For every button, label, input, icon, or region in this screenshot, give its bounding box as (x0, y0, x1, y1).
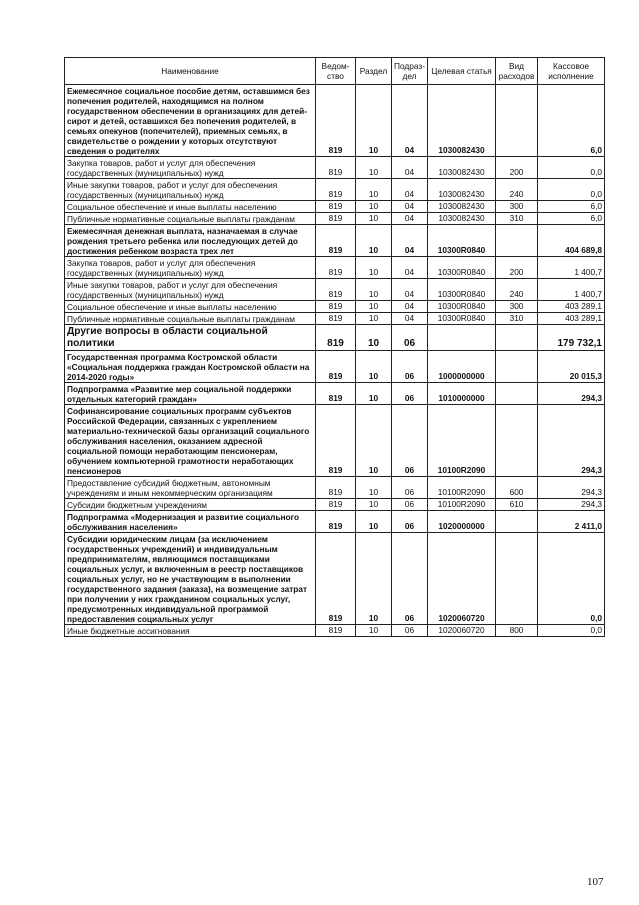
table-row (65, 325, 605, 351)
cell-amount: 179 732,1 (538, 325, 605, 351)
cell-name: Подпрограмма «Развитие мер социальной поддержки отдельных категорий граждан» (65, 383, 316, 405)
cell-dept: 819 (316, 351, 356, 383)
table-row (65, 257, 605, 279)
cell-name: Социальное обеспечение и иные выплаты населению (65, 201, 316, 213)
cell-dept: 819 (316, 325, 356, 351)
cell-subsection: 06 (392, 325, 428, 351)
cell-subsection: 04 (392, 157, 428, 179)
table-row (65, 85, 605, 157)
cell-subsection: 06 (392, 351, 428, 383)
cell-dept: 819 (316, 225, 356, 257)
table-row (65, 201, 605, 213)
cell-target: 10100R2090 (428, 477, 496, 499)
cell-target: 10300R0840 (428, 225, 496, 257)
cell-amount: 0,0 (538, 625, 605, 637)
cell-dept: 819 (316, 257, 356, 279)
cell-target: 10300R0840 (428, 279, 496, 301)
cell-target: 10300R0840 (428, 313, 496, 325)
cell-target: 1030082430 (428, 179, 496, 201)
cell-type: 610 (496, 499, 538, 511)
cell-type (496, 85, 538, 157)
cell-dept: 819 (316, 625, 356, 637)
cell-name: Государственная программа Костромской области «Социальная поддержка граждан Костромской области на 2014-2020 годы» (65, 351, 316, 383)
table-row (65, 351, 605, 383)
cell-type: 300 (496, 301, 538, 313)
table-row (65, 499, 605, 511)
cell-type: 200 (496, 157, 538, 179)
cell-section: 10 (356, 325, 392, 351)
table-row (65, 511, 605, 533)
cell-subsection: 04 (392, 313, 428, 325)
cell-dept: 819 (316, 279, 356, 301)
cell-name: Публичные нормативные социальные выплаты гражданам (65, 313, 316, 325)
cell-subsection: 06 (392, 625, 428, 637)
cell-subsection: 06 (392, 383, 428, 405)
cell-amount: 294,3 (538, 499, 605, 511)
table-row (65, 405, 605, 477)
page-number: 107 (587, 876, 604, 888)
cell-dept: 819 (316, 477, 356, 499)
cell-amount: 294,3 (538, 383, 605, 405)
cell-name: Закупка товаров, работ и услуг для обеспечения государственных (муниципальных) нужд (65, 257, 316, 279)
cell-name: Социальное обеспечение и иные выплаты населению (65, 301, 316, 313)
cell-subsection: 04 (392, 201, 428, 213)
table-row (65, 477, 605, 499)
cell-subsection: 06 (392, 533, 428, 625)
cell-section: 10 (356, 213, 392, 225)
cell-section: 10 (356, 313, 392, 325)
cell-target: 1020000000 (428, 511, 496, 533)
header-type: Вид расходов (496, 58, 538, 85)
cell-dept: 819 (316, 157, 356, 179)
cell-amount: 404 689,8 (538, 225, 605, 257)
cell-dept: 819 (316, 85, 356, 157)
cell-section: 10 (356, 85, 392, 157)
cell-subsection: 04 (392, 213, 428, 225)
cell-amount: 1 400,7 (538, 279, 605, 301)
cell-name: Ежемесячное социальное пособие детям, оставшимся без попечения родителей, находящимся на полном государственном обеспечении в организациях для детей-сирот и детей, оставшихся без попечения родителей, в семьях опекунов (попечителей), приемных семьях, в свидетельстве о рождении у которых отсутствуют сведения о родителях (65, 85, 316, 157)
cell-target: 1030082430 (428, 157, 496, 179)
cell-target: 10100R2090 (428, 405, 496, 477)
cell-section: 10 (356, 383, 392, 405)
cell-type (496, 383, 538, 405)
table-row (65, 213, 605, 225)
cell-section: 10 (356, 625, 392, 637)
budget-execution-table (64, 57, 605, 637)
cell-type (496, 533, 538, 625)
table-row (65, 225, 605, 257)
cell-type (496, 225, 538, 257)
cell-type (496, 351, 538, 383)
table-row (65, 179, 605, 201)
cell-section: 10 (356, 225, 392, 257)
cell-amount: 403 289,1 (538, 313, 605, 325)
cell-type: 300 (496, 201, 538, 213)
cell-dept: 819 (316, 383, 356, 405)
cell-name: Подпрограмма «Модернизация и развитие социального обслуживания населения» (65, 511, 316, 533)
cell-target: 10300R0840 (428, 257, 496, 279)
table-row (65, 533, 605, 625)
cell-amount: 0,0 (538, 533, 605, 625)
cell-section: 10 (356, 499, 392, 511)
table-row (65, 301, 605, 313)
header-section: Раздел (356, 58, 392, 85)
cell-amount: 0,0 (538, 157, 605, 179)
cell-amount: 1 400,7 (538, 257, 605, 279)
cell-subsection: 04 (392, 179, 428, 201)
cell-subsection: 06 (392, 511, 428, 533)
header-dept: Ведом-ство (316, 58, 356, 85)
cell-name: Субсидии юридическим лицам (за исключением государственных учреждений) и индивидуальным предпринимателям, являющимся поставщиками социальных услуг, и включенным в реестр поставщиков социальных услуг, но не участвующим в выполнении государственного задания (заказа), на возмещение затрат при получении у них гражданином социальных услуг, предусмотренных индивидуальной программой предоставления социальных услуг (65, 533, 316, 625)
cell-target: 10300R0840 (428, 301, 496, 313)
cell-subsection: 06 (392, 499, 428, 511)
cell-subsection: 06 (392, 477, 428, 499)
cell-type (496, 405, 538, 477)
cell-subsection: 04 (392, 257, 428, 279)
cell-target: 10100R2090 (428, 499, 496, 511)
cell-amount: 403 289,1 (538, 301, 605, 313)
cell-amount: 6,0 (538, 213, 605, 225)
cell-section: 10 (356, 157, 392, 179)
cell-type: 200 (496, 257, 538, 279)
cell-section: 10 (356, 351, 392, 383)
cell-dept: 819 (316, 533, 356, 625)
cell-amount: 6,0 (538, 201, 605, 213)
cell-amount: 20 015,3 (538, 351, 605, 383)
cell-dept: 819 (316, 201, 356, 213)
cell-amount: 294,3 (538, 477, 605, 499)
cell-dept: 819 (316, 405, 356, 477)
cell-dept: 819 (316, 499, 356, 511)
cell-name: Ежемесячная денежная выплата, назначаемая в случае рождения третьего ребенка или последующих детей до достижения ребенком возраста трех лет (65, 225, 316, 257)
cell-subsection: 04 (392, 279, 428, 301)
cell-amount: 6,0 (538, 85, 605, 157)
cell-type (496, 511, 538, 533)
cell-target: 1030082430 (428, 85, 496, 157)
table-row (65, 383, 605, 405)
cell-section: 10 (356, 301, 392, 313)
cell-type: 240 (496, 279, 538, 301)
cell-target: 1000000000 (428, 351, 496, 383)
cell-target (428, 325, 496, 351)
cell-section: 10 (356, 511, 392, 533)
cell-subsection: 04 (392, 225, 428, 257)
header-subsection: Подраз-дел (392, 58, 428, 85)
cell-name: Иные закупки товаров, работ и услуг для обеспечения государственных (муниципальных) нужд (65, 279, 316, 301)
cell-name: Софинансирование социальных программ субъектов Российской Федерации, связанных с укреплением материально-технической базы организаций социального обслуживания населения, оказанием адресной социальной помощи неработающим пенсионерам, обучением компьютерной грамотности неработающих пенсионеров (65, 405, 316, 477)
cell-amount: 0,0 (538, 179, 605, 201)
cell-subsection: 04 (392, 85, 428, 157)
cell-target: 1020060720 (428, 533, 496, 625)
header-amount: Кассовое исполнение (538, 58, 605, 85)
cell-type: 600 (496, 477, 538, 499)
cell-dept: 819 (316, 313, 356, 325)
cell-type: 310 (496, 313, 538, 325)
table-row (65, 625, 605, 637)
cell-section: 10 (356, 533, 392, 625)
cell-section: 10 (356, 477, 392, 499)
cell-dept: 819 (316, 301, 356, 313)
cell-amount: 2 411,0 (538, 511, 605, 533)
cell-dept: 819 (316, 179, 356, 201)
cell-section: 10 (356, 201, 392, 213)
budget-table-container (64, 57, 605, 637)
cell-type: 800 (496, 625, 538, 637)
cell-section: 10 (356, 405, 392, 477)
cell-section: 10 (356, 279, 392, 301)
cell-name: Закупка товаров, работ и услуг для обеспечения государственных (муниципальных) нужд (65, 157, 316, 179)
header-target: Целевая статья (428, 58, 496, 85)
cell-name: Предоставление субсидий бюджетным, автономным учреждениям и иным некоммерческим организациям (65, 477, 316, 499)
table-row (65, 313, 605, 325)
cell-subsection: 04 (392, 301, 428, 313)
cell-dept: 819 (316, 213, 356, 225)
cell-target: 1030082430 (428, 213, 496, 225)
cell-type (496, 325, 538, 351)
cell-type: 240 (496, 179, 538, 201)
cell-name: Иные бюджетные ассигнования (65, 625, 316, 637)
header-name: Наименование (65, 58, 316, 85)
cell-name: Иные закупки товаров, работ и услуг для обеспечения государственных (муниципальных) нужд (65, 179, 316, 201)
cell-name: Субсидии бюджетным учреждениям (65, 499, 316, 511)
cell-type: 310 (496, 213, 538, 225)
cell-subsection: 06 (392, 405, 428, 477)
table-row (65, 157, 605, 179)
cell-dept: 819 (316, 511, 356, 533)
table-body (65, 85, 605, 637)
cell-amount: 294,3 (538, 405, 605, 477)
cell-name: Другие вопросы в области социальной политики (65, 325, 316, 351)
cell-name: Публичные нормативные социальные выплаты гражданам (65, 213, 316, 225)
cell-section: 10 (356, 257, 392, 279)
table-header-row (65, 58, 605, 85)
cell-target: 1010000000 (428, 383, 496, 405)
cell-section: 10 (356, 179, 392, 201)
cell-target: 1030082430 (428, 201, 496, 213)
cell-target: 1020060720 (428, 625, 496, 637)
table-row (65, 279, 605, 301)
